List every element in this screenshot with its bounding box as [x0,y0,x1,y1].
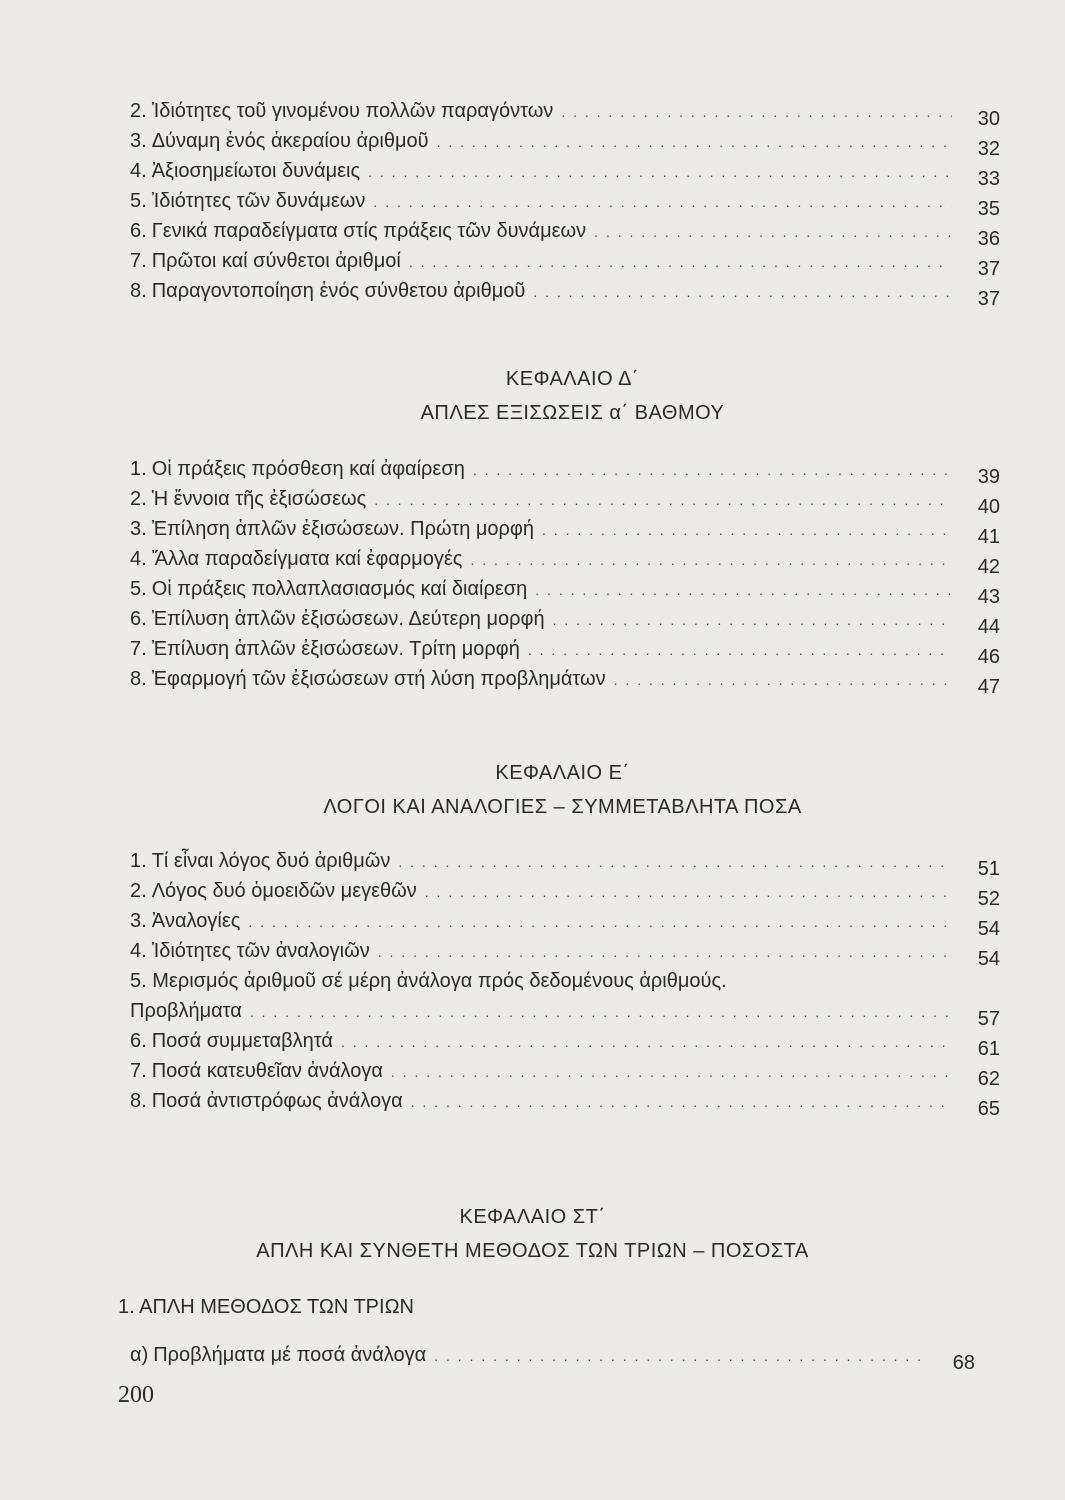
entry-page: 65 [977,1098,1000,1120]
entry-page: 51 [977,858,1000,880]
entry-title: Ἐφαρμογή τῶν ἐξισώσεων στή λύση προβλημάτων [151,668,606,690]
entry-number: 4. [130,160,147,182]
entry-title: Ἰδιότητες τῶν ἀναλογιῶν [151,940,370,962]
entry-number: 8. [130,668,147,690]
entry-number: 5. [130,970,147,992]
entry-page: 33 [977,168,1000,190]
entry-title: Μερισμός ἀριθμοῦ σέ μέρη ἀνάλογα πρός δεδομένους ἀριθμούς. [152,970,727,992]
entry-title: Παραγοντοποίηση ἑνός σύνθετου ἀριθμοῦ [151,280,526,302]
entry-title: Ἐπίληση ἁπλῶν ἐξισώσεων. Πρώτη μορφή [151,518,535,540]
leader-dots [398,847,952,877]
toc-block-chapter-e [130,846,1000,1120]
toc-entry [130,634,1000,668]
leader-dots [250,997,952,1027]
toc-entry [130,664,1000,698]
entry-title: Ἄλλα παραδείγματα καί ἐφαρμογές [151,548,463,570]
chapter-title: ΛΟΓΟΙ ΚΑΙ ΑΝΑΛΟΓΙΕΣ – ΣΥΜΜΕΤΑΒΛΗΤΑ ΠΟΣΑ [323,796,802,818]
entry-page: 54 [977,918,1000,940]
entry-title: Προβλήματα μέ ποσά ἀνάλογα [153,1344,427,1366]
leader-dots [473,455,952,485]
entry-title: Ἀξιοσημείωτοι δυνάμεις [151,160,361,182]
entry-number: 4. [130,548,147,570]
entry-page: 35 [977,198,1000,220]
chapter-title: ΑΠΛΕΣ ΕΞΙΣΩΣΕΙΣ α΄ ΒΑΘΜΟΥ [420,402,725,424]
entry-number: 7. [130,1060,147,1082]
entry-line-1 [130,966,1000,996]
toc-entry [130,966,1000,1030]
entry-page: 41 [977,526,1000,548]
entry-page: 42 [977,556,1000,578]
entry-page: 36 [977,228,1000,250]
leader-dots [341,1027,952,1057]
chapter-heading-st [0,1200,1065,1268]
leader-dots [391,1057,952,1087]
chapter-heading-e [30,756,1065,824]
leader-dots [373,187,952,217]
entry-page: 40 [977,496,1000,518]
entry-title: Ποσά συμμεταβλητά [151,1030,333,1052]
entry-title: Ἰδιότητες τῶν δυνάμεων [151,190,366,212]
entry-page: 32 [977,138,1000,160]
toc-entry [130,876,1000,910]
entry-title: Πρῶτοι καί σύνθετοι ἀριθμοί [151,250,401,272]
entry-page: 61 [977,1038,1000,1060]
entry-number: 3. [130,130,147,152]
entry-number: 1. [130,850,147,872]
entry-number: 3. [130,518,147,540]
entry-title: Δύναμη ἑνός ἀκεραίου ἀριθμοῦ [151,130,429,152]
leader-dots [553,605,952,635]
entry-title: Οἱ πράξεις πολλαπλασιασμός καί διαίρεση [151,578,528,600]
entry-page: 54 [977,948,1000,970]
toc-entry [130,484,1000,518]
leader-dots [425,877,952,907]
toc-entry [130,246,1000,280]
page-number: 200 [118,1382,154,1408]
leader-dots [533,277,952,307]
entry-number: 7. [130,638,147,660]
toc-entry [130,906,1000,940]
entry-number: 8. [130,1090,147,1112]
entry-page: 37 [977,258,1000,280]
entry-page: 68 [952,1352,975,1374]
toc-block-chapter-d [130,454,1000,698]
entry-number: 2. [130,100,147,122]
entry-number: 6. [130,220,147,242]
entry-page: 39 [977,466,1000,488]
leader-dots [535,575,952,605]
toc-entry [130,514,1000,548]
entry-page: 43 [977,586,1000,608]
entry-page: 37 [977,288,1000,310]
entry-page: 57 [977,1008,1000,1030]
leader-dots [368,157,952,187]
entry-number: 2. [130,488,147,510]
leader-dots [434,1341,927,1371]
entry-number: 2. [130,880,147,902]
entry-page: 62 [977,1068,1000,1090]
entry-number: 1. [130,458,147,480]
entry-page: 44 [977,616,1000,638]
toc-entry [130,846,1000,880]
leader-dots [411,1087,952,1117]
chapter-label: ΚΕΦΑΛΑΙΟ Ε΄ [495,762,630,784]
toc-entry [130,1340,975,1374]
entry-title: Ποσά ἀντιστρόφως ἀνάλογα [151,1090,403,1112]
entry-number: α) [130,1344,149,1366]
entry-number: 8. [130,280,147,302]
toc-entry [130,186,1000,220]
toc-entry [130,96,1000,130]
leader-dots [561,97,952,127]
entry-title: Ἐπίλυση ἁπλῶν ἐξισώσεων. Δεύτερη μορφή [151,608,545,630]
leader-dots [614,665,952,695]
toc-entry [130,544,1000,578]
leader-dots [437,127,952,157]
chapter-label: ΚΕΦΑΛΑΙΟ ΣΤ΄ [459,1206,606,1228]
chapter-label: ΚΕΦΑΛΑΙΟ Δ΄ [505,368,640,390]
toc-entry [130,156,1000,190]
entry-title: Ἰδιότητες τοῦ γινομένου πολλῶν παραγόντων [151,100,554,122]
entry-number: 6. [130,1030,147,1052]
entry-number: 7. [130,250,147,272]
entry-title: Ποσά κατευθεῖαν ἀνάλογα [151,1060,383,1082]
entry-number: 4. [130,940,147,962]
entry-page: 46 [977,646,1000,668]
leader-dots [374,485,952,515]
leader-dots [409,247,952,277]
entry-title: Ἀναλογίες [151,910,241,932]
entry-title: Ἐπίλυση ἁπλῶν ἐξισώσεων. Τρίτη μορφή [151,638,520,660]
toc-entry [130,1056,1000,1090]
toc-entry [130,1086,1000,1120]
toc-entry [130,1026,1000,1060]
entry-number: 5. [130,190,147,212]
toc-entry [130,604,1000,638]
leader-dots [594,217,952,247]
chapter-title: ΑΠΛΗ ΚΑΙ ΣΥΝΘΕΤΗ ΜΕΘΟΔΟΣ ΤΩΝ ΤΡΙΩΝ – ΠΟΣΟΣΤΑ [256,1240,809,1262]
toc-entry [130,574,1000,608]
entry-number: 6. [130,608,147,630]
entry-title: Οἱ πράξεις πρόσθεση καί ἀφαίρεση [151,458,465,480]
toc-entry [130,936,1000,970]
chapter-heading-d [40,362,1065,430]
toc-subitem [130,1340,975,1374]
entry-line-2 [130,996,1000,1030]
leader-dots [378,937,952,967]
toc-entry [130,276,1000,310]
toc-entry [130,216,1000,250]
leader-dots [542,515,952,545]
entry-page: 52 [977,888,1000,910]
toc-entry [130,454,1000,488]
entry-title: Τί εἶναι λόγος δυό ἀριθμῶν [151,850,391,872]
leader-dots [248,907,952,937]
leader-dots [470,545,952,575]
section-heading: 1. ΑΠΛΗ ΜΕΘΟΔΟΣ ΤΩΝ ΤΡΙΩΝ [118,1296,414,1318]
toc-entry [130,126,1000,160]
entry-title: Γενικά παραδείγματα στίς πράξεις τῶν δυνάμεων [151,220,587,242]
entry-page: 30 [977,108,1000,130]
entry-title: Λόγος δυό ὁμοειδῶν μεγεθῶν [151,880,417,902]
leader-dots [528,635,952,665]
entry-number: 5. [130,578,147,600]
toc-block-chapter-c [130,96,1000,310]
entry-title-continued: Προβλήματα [130,1000,242,1022]
entry-title: Ἡ ἔννοια τῆς ἐξισώσεως [151,488,367,510]
entry-page: 47 [977,676,1000,698]
entry-number: 3. [130,910,147,932]
